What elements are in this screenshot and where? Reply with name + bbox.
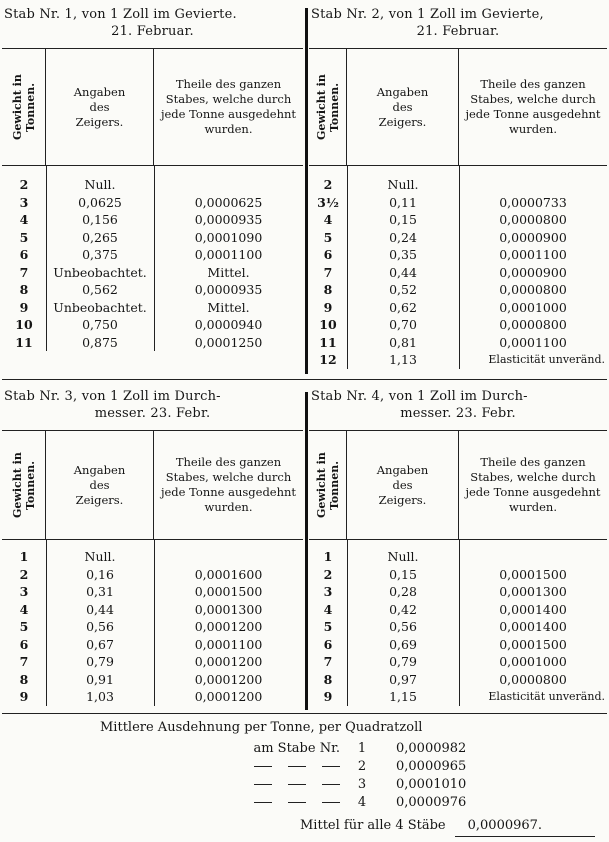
table-stab-2 (309, 6, 607, 376)
weight-cell: 10 (319, 317, 337, 332)
table-row (2, 653, 303, 671)
sum-rule (455, 836, 595, 837)
table-row (309, 636, 607, 654)
extension-cell: Elasticität unveränd. (488, 690, 605, 703)
extension-cell: 0,0001500 (499, 636, 567, 652)
average-value: 0,0000967. (467, 818, 543, 833)
extension-cell: 0,0001600 (194, 566, 263, 582)
table-row (309, 583, 607, 601)
extension-cell: 0,0001100 (194, 636, 263, 652)
indicator-cell: 0,79 (86, 654, 114, 669)
indicator-cell: 0,16 (86, 566, 114, 582)
summary-row (150, 758, 570, 776)
weight-cell: 5 (19, 229, 29, 245)
header-indicator-cell (46, 49, 154, 165)
extension-cell: 0,0001500 (499, 566, 567, 582)
table-body (309, 166, 607, 369)
extension-cell: 0,0001200 (194, 671, 263, 687)
header-weight-cell (309, 49, 347, 165)
extension-cell: 0,0000625 (194, 194, 263, 210)
indicator-cell: 0,91 (86, 671, 114, 687)
summary-title: Mittlere Ausdehnung per Tonne, per Quadratzoll (100, 720, 423, 735)
extension-cell: 0,0001100 (499, 247, 567, 262)
extension-cell: 0,0000935 (194, 212, 263, 227)
table-row (309, 246, 607, 264)
panel-title (2, 388, 303, 430)
indicator-cell: 1,15 (389, 689, 417, 704)
extension-cell (154, 548, 303, 566)
indicator-cell: 0,62 (389, 299, 417, 315)
weight-cell: 5 (323, 619, 333, 634)
header-indicator-cell (347, 49, 459, 165)
table-row (2, 636, 303, 654)
header-indicator: Angaben des Zeigers. (376, 462, 429, 507)
table-header (309, 48, 607, 166)
weight-cell: 7 (19, 654, 29, 669)
table-row (309, 548, 607, 566)
weight-cell: 3½ (317, 194, 339, 210)
indicator-cell: 0,69 (389, 636, 417, 652)
weight-cell: 3 (19, 194, 29, 210)
panel-title (2, 6, 303, 48)
table-row (2, 334, 303, 352)
weight-cell: 7 (323, 654, 333, 669)
extension-cell: Mittel. (207, 264, 250, 280)
weight-cell: 4 (323, 601, 333, 617)
table-row (309, 194, 607, 212)
header-extension-cell (154, 431, 303, 539)
summary-label: am Stabe Nr. (253, 741, 340, 756)
indicator-cell: 0,70 (389, 317, 417, 332)
table-stab-4 (309, 388, 607, 712)
summary-value: 0,0001010 (396, 777, 467, 792)
indicator-cell: 0,750 (82, 317, 118, 332)
indicator-cell: 0,31 (86, 584, 114, 599)
weight-cell: 11 (15, 334, 33, 350)
header-weight-cell (2, 49, 46, 165)
weight-cell: 3 (19, 584, 29, 599)
indicator-cell: Null. (387, 177, 419, 192)
panel-title-line1: Stab Nr. 3, von 1 Zoll im Durch- (4, 389, 221, 404)
column-divider (347, 166, 348, 369)
table-header (2, 430, 303, 540)
average-label: Mittel für alle 4 Stäbe (300, 818, 446, 833)
header-indicator-cell (46, 431, 154, 539)
header-indicator-cell (347, 431, 459, 539)
weight-cell: 12 (319, 352, 337, 367)
panel-title-line1: Stab Nr. 2, von 1 Zoll im Gevierte, (311, 7, 544, 22)
extension-cell: 0,0001300 (194, 601, 263, 617)
indicator-cell: 0,15 (389, 566, 417, 582)
table-row (2, 618, 303, 636)
table-row (2, 194, 303, 212)
table-row (309, 566, 607, 584)
table-stab-1 (2, 6, 303, 376)
indicator-cell: 0,44 (86, 601, 114, 617)
table-row (309, 351, 607, 369)
table-row (2, 211, 303, 229)
indicator-cell: 1,13 (389, 352, 417, 367)
weight-cell: 10 (15, 317, 33, 332)
table-body (2, 540, 303, 706)
weight-cell: 7 (323, 264, 333, 280)
summary-bar-number: 1 (357, 741, 367, 756)
summary-average (300, 818, 542, 833)
extension-cell: Elasticität unveränd. (488, 353, 605, 366)
extension-cell: 0,0000800 (499, 212, 567, 227)
summary-value: 0,0000976 (396, 795, 467, 810)
indicator-cell: 0,15 (389, 212, 417, 227)
weight-cell: 8 (19, 282, 29, 297)
summary-bar-number: 2 (357, 759, 367, 774)
ditto-marks (150, 794, 340, 812)
table-row (309, 688, 607, 706)
indicator-cell: Unbeobachtet. (53, 264, 147, 280)
table-row (2, 264, 303, 282)
table-header (309, 430, 607, 540)
panel-separator (305, 8, 308, 374)
indicator-cell: 0,52 (389, 282, 417, 297)
indicator-cell: 0,35 (389, 247, 417, 262)
extension-cell: 0,0001200 (194, 689, 263, 704)
indicator-cell: 0,67 (86, 636, 114, 652)
header-indicator: Angaben des Zeigers. (73, 462, 126, 507)
extension-cell: Mittel. (207, 299, 250, 315)
indicator-cell: 0,81 (389, 334, 417, 350)
extension-cell: 0,0001100 (499, 334, 567, 350)
extension-cell (459, 176, 607, 194)
extension-cell (459, 548, 607, 566)
indicator-cell: 0,79 (389, 654, 417, 669)
indicator-cell: Null. (387, 549, 419, 564)
panel-title-line1: Stab Nr. 4, von 1 Zoll im Durch- (311, 389, 528, 404)
header-indicator: Angaben des Zeigers. (376, 84, 429, 129)
indicator-cell: 0,11 (389, 194, 417, 210)
ditto-marks (150, 776, 340, 794)
header-extension: Theile des ganzen Stabes, welche durch jede Tonne ausgedehnt wurden. (160, 77, 297, 136)
indicator-cell: Null. (84, 549, 116, 564)
header-weight: Gewicht in Tonnen. (10, 74, 37, 140)
table-row (309, 229, 607, 247)
section-divider (2, 379, 607, 380)
summary-bar-number: 4 (357, 795, 367, 810)
weight-cell: 9 (19, 689, 29, 704)
weight-cell: 6 (323, 636, 333, 652)
indicator-cell: 0,375 (82, 247, 118, 262)
indicator-cell: 0,56 (86, 619, 114, 634)
header-weight: Gewicht in Tonnen. (10, 452, 37, 518)
table-body (2, 166, 303, 351)
weight-cell: 9 (323, 689, 333, 704)
extension-cell: 0,0001100 (194, 247, 263, 262)
extension-cell: 0,0000733 (499, 194, 567, 210)
weight-cell: 2 (19, 177, 29, 192)
indicator-cell: 0,562 (82, 282, 118, 297)
weight-cell: 9 (323, 299, 333, 315)
column-divider (154, 540, 155, 706)
header-extension-cell (459, 431, 607, 539)
header-weight-cell (2, 431, 46, 539)
table-row (309, 176, 607, 194)
weight-cell: 4 (19, 601, 29, 617)
extension-cell: 0,0001500 (194, 584, 263, 599)
table-row (2, 688, 303, 706)
panel-title-line2: 21. Februar. (111, 24, 194, 39)
column-divider (459, 540, 460, 706)
extension-cell: 0,0001200 (194, 654, 263, 669)
extension-cell: 0,0000900 (499, 264, 567, 280)
table-stab-3 (2, 388, 303, 712)
indicator-cell: 1,03 (86, 689, 114, 704)
weight-cell: 6 (19, 247, 29, 262)
header-weight: Gewicht in Tonnen. (314, 452, 341, 518)
header-weight: Gewicht in Tonnen. (314, 74, 341, 140)
indicator-cell: Unbeobachtet. (53, 299, 147, 315)
table-row (309, 281, 607, 299)
extension-cell: 0,0001000 (499, 299, 567, 315)
panel-title-line1: Stab Nr. 1, von 1 Zoll im Gevierte. (4, 7, 237, 22)
column-divider (154, 166, 155, 351)
panel-separator (305, 392, 308, 710)
table-row (2, 316, 303, 334)
indicator-cell: 0,42 (389, 601, 417, 617)
column-divider (46, 166, 47, 351)
ditto-marks (150, 758, 340, 776)
weight-cell: 8 (19, 671, 29, 687)
table-row (2, 601, 303, 619)
weight-cell: 5 (19, 619, 29, 634)
table-header (2, 48, 303, 166)
indicator-cell: 0,265 (82, 229, 118, 245)
table-row (309, 653, 607, 671)
weight-cell: 2 (323, 566, 333, 582)
table-row (309, 299, 607, 317)
panel-title-line2: messer. 23. Febr. (94, 406, 211, 421)
table-row (2, 229, 303, 247)
extension-cell: 0,0001000 (499, 654, 567, 669)
section-divider (2, 713, 607, 714)
column-divider (459, 166, 460, 369)
indicator-cell: 0,156 (82, 212, 118, 227)
header-indicator: Angaben des Zeigers. (73, 84, 126, 129)
table-row (309, 264, 607, 282)
header-extension-cell (154, 49, 303, 165)
table-row (2, 671, 303, 689)
extension-cell: 0,0001200 (194, 619, 263, 634)
table-row (309, 618, 607, 636)
weight-cell: 2 (323, 177, 333, 192)
weight-cell: 1 (323, 549, 333, 564)
summary-value: 0,0000965 (396, 759, 467, 774)
header-extension: Theile des ganzen Stabes, welche durch jede Tonne ausgedehnt wurden. (160, 455, 297, 514)
weight-cell: 8 (323, 282, 333, 297)
panel-title-line2: 21. Februar. (416, 24, 500, 39)
weight-cell: 6 (323, 247, 333, 262)
weight-cell: 7 (19, 264, 29, 280)
header-extension: Theile des ganzen Stabes, welche durch jede Tonne ausgedehnt wurden. (465, 77, 601, 136)
table-row (309, 316, 607, 334)
column-divider (347, 540, 348, 706)
extension-cell: 0,0000800 (499, 317, 567, 332)
weight-cell: 9 (19, 299, 29, 315)
summary-row (150, 794, 570, 812)
indicator-cell: 0,875 (82, 334, 118, 350)
indicator-cell: 0,97 (389, 671, 417, 687)
extension-cell: 0,0001090 (194, 229, 263, 245)
summary-bar-number: 3 (357, 777, 367, 792)
table-body (309, 540, 607, 706)
table-row (309, 671, 607, 689)
extension-cell: 0,0000935 (194, 282, 263, 297)
weight-cell: 1 (19, 549, 29, 564)
header-extension: Theile des ganzen Stabes, welche durch jede Tonne ausgedehnt wurden. (465, 455, 601, 514)
summary-row (150, 740, 570, 758)
weight-cell: 2 (19, 566, 29, 582)
table-row (2, 299, 303, 317)
indicator-cell: 0,44 (389, 264, 417, 280)
extension-cell: 0,0001400 (499, 619, 567, 634)
header-weight-cell (309, 431, 347, 539)
weight-cell: 5 (323, 229, 333, 245)
panel-title-line2: messer. 23. Febr. (400, 406, 516, 421)
indicator-cell: Null. (84, 177, 116, 192)
table-row (2, 281, 303, 299)
weight-cell: 11 (319, 334, 337, 350)
table-row (2, 246, 303, 264)
table-row (2, 176, 303, 194)
extension-cell: 0,0000900 (499, 229, 567, 245)
extension-cell: 0,0000940 (194, 317, 263, 332)
extension-cell: 0,0000800 (499, 282, 567, 297)
panel-title (309, 6, 607, 48)
weight-cell: 4 (19, 212, 29, 227)
weight-cell: 6 (19, 636, 29, 652)
summary-row (150, 776, 570, 794)
weight-cell: 8 (323, 671, 333, 687)
weight-cell: 3 (323, 584, 333, 599)
extension-cell: 0,0001400 (499, 601, 567, 617)
table-row (2, 548, 303, 566)
indicator-cell: 0,28 (389, 584, 417, 599)
table-row (309, 601, 607, 619)
table-row (2, 566, 303, 584)
extension-cell: 0,0000800 (499, 671, 567, 687)
extension-cell: 0,0001300 (499, 584, 567, 599)
extension-cell: 0,0001250 (194, 334, 263, 350)
summary-value: 0,0000982 (396, 741, 467, 756)
table-row (2, 583, 303, 601)
indicator-cell: 0,24 (389, 229, 417, 245)
column-divider (46, 540, 47, 706)
indicator-cell: 0,0625 (78, 194, 122, 210)
header-extension-cell (459, 49, 607, 165)
table-row (309, 334, 607, 352)
extension-cell (154, 176, 303, 194)
table-row (309, 211, 607, 229)
indicator-cell: 0,56 (389, 619, 417, 634)
panel-title (309, 388, 607, 430)
weight-cell: 4 (323, 212, 333, 227)
